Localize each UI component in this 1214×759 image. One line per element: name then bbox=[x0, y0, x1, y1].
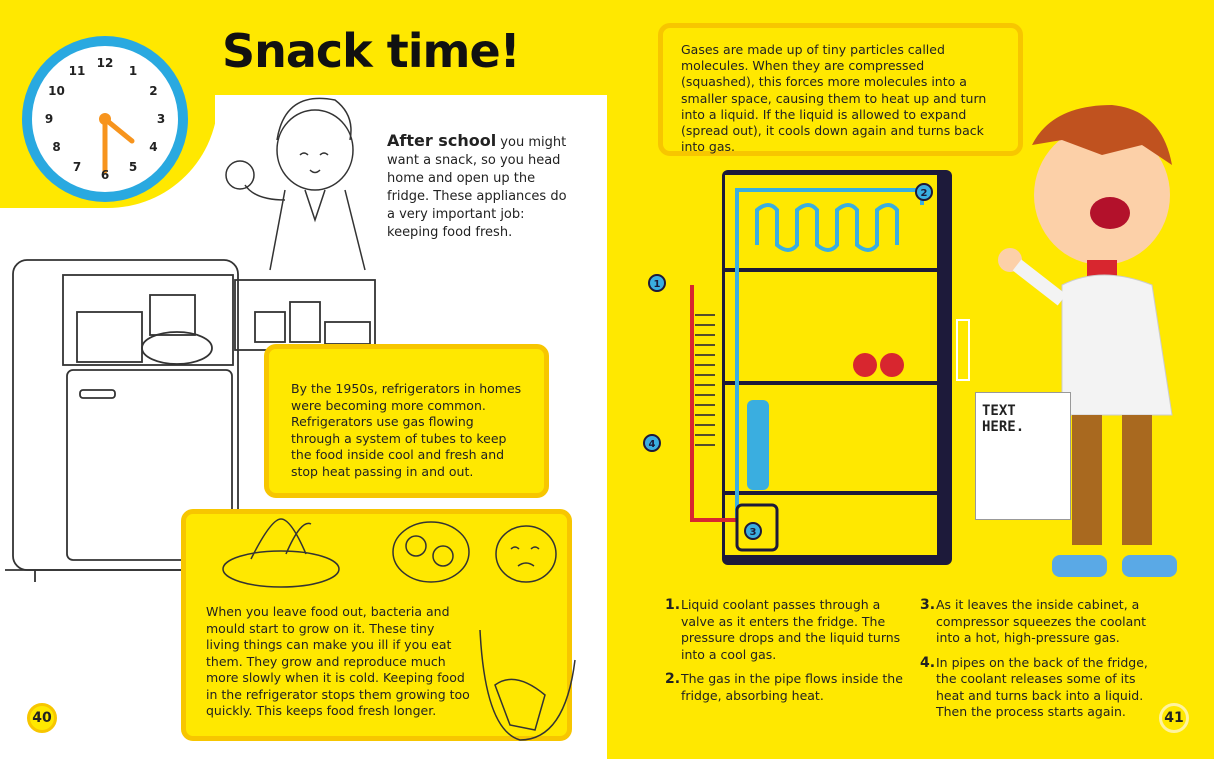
intro-text: you might want a snack, so you head home and open up the fridge. These appliances do a very important job: keeping food fresh. bbox=[387, 135, 567, 240]
page-number-41: 41 bbox=[1159, 703, 1189, 733]
clock-number: 10 bbox=[48, 84, 65, 98]
speech-bubble: TEXT HERE. bbox=[975, 392, 1071, 520]
step-3 bbox=[920, 597, 1155, 647]
step-text: The gas in the pipe flows inside the fridge, absorbing heat. bbox=[681, 671, 903, 703]
steps-column-right bbox=[920, 597, 1155, 729]
step-number: 1. bbox=[665, 597, 681, 613]
intro-bold: After school bbox=[387, 131, 497, 150]
fridge-cooling-diagram bbox=[637, 165, 977, 575]
info-text-1950s: By the 1950s, refrigerators in homes were becoming more common. Refrigerators use gas flowing through a system of tubes to keep the food inside cool and fresh and stop heat passing in and out. bbox=[291, 381, 522, 479]
clock-number: 8 bbox=[52, 140, 61, 154]
gas-info-box bbox=[658, 23, 1023, 156]
clock-number: 4 bbox=[149, 140, 158, 154]
info-text-bacteria: When you leave food out, bacteria and mould start to grow on it. These tiny living things can make you ill if you eat them. They grow and reproduce much more slowly when it is cold. Keeping food in the refrigerator stops them growing too quickly. This keeps food fresh longer. bbox=[206, 604, 470, 718]
marker-1: 1 bbox=[653, 279, 661, 290]
step-2 bbox=[665, 671, 915, 704]
steps-column-left bbox=[665, 597, 915, 712]
clock-number: 5 bbox=[128, 160, 138, 175]
boy-eating-apple-sketch bbox=[215, 70, 395, 280]
page-title: Snack time! bbox=[222, 24, 520, 78]
spoiled-food-sketch bbox=[211, 514, 561, 594]
intro-paragraph bbox=[387, 132, 567, 242]
clock-number: 12 bbox=[96, 56, 114, 70]
clock-number: 6 bbox=[100, 168, 110, 182]
marker-4: 4 bbox=[648, 439, 656, 450]
step-text: As it leaves the inside cabinet, a compressor squeezes the coolant into a hot, high-pressure gas. bbox=[936, 597, 1147, 645]
step-4 bbox=[920, 655, 1155, 721]
clock-illustration bbox=[22, 36, 188, 202]
clock-number: 2 bbox=[149, 84, 158, 98]
clock-number: 7 bbox=[72, 160, 82, 175]
marker-3: 3 bbox=[749, 527, 757, 538]
sick-child-sketch bbox=[465, 600, 595, 759]
step-number: 2. bbox=[665, 671, 681, 687]
clock-number: 9 bbox=[44, 112, 54, 126]
step-text: Liquid coolant passes through a valve as it enters the fridge. The pressure drops and the liquid turns into a cool gas. bbox=[681, 597, 901, 662]
clock-number: 11 bbox=[68, 63, 86, 78]
clock-number: 3 bbox=[156, 112, 166, 126]
right-page bbox=[607, 0, 1214, 759]
step-number: 4. bbox=[920, 654, 936, 671]
page-number-40: 40 bbox=[27, 703, 57, 733]
step-number: 3. bbox=[920, 597, 936, 613]
step-text: In pipes on the back of the fridge, the coolant releases some of its heat and turns back into a liquid. Then the process starts again. bbox=[936, 654, 1148, 719]
gas-info-text: Gases are made up of tiny particles called molecules. When they are compressed (squashed), this forces more molecules into a smaller space, causing them to heat up and turn into a liquid. If the liquid is allowed to expand (spread out), it cools down again and turns back into gas. bbox=[681, 42, 987, 155]
marker-2: 2 bbox=[920, 188, 928, 199]
step-1 bbox=[665, 597, 915, 663]
clock-number: 1 bbox=[128, 63, 138, 78]
clock-face bbox=[32, 46, 178, 192]
info-box-1950s bbox=[264, 344, 549, 498]
